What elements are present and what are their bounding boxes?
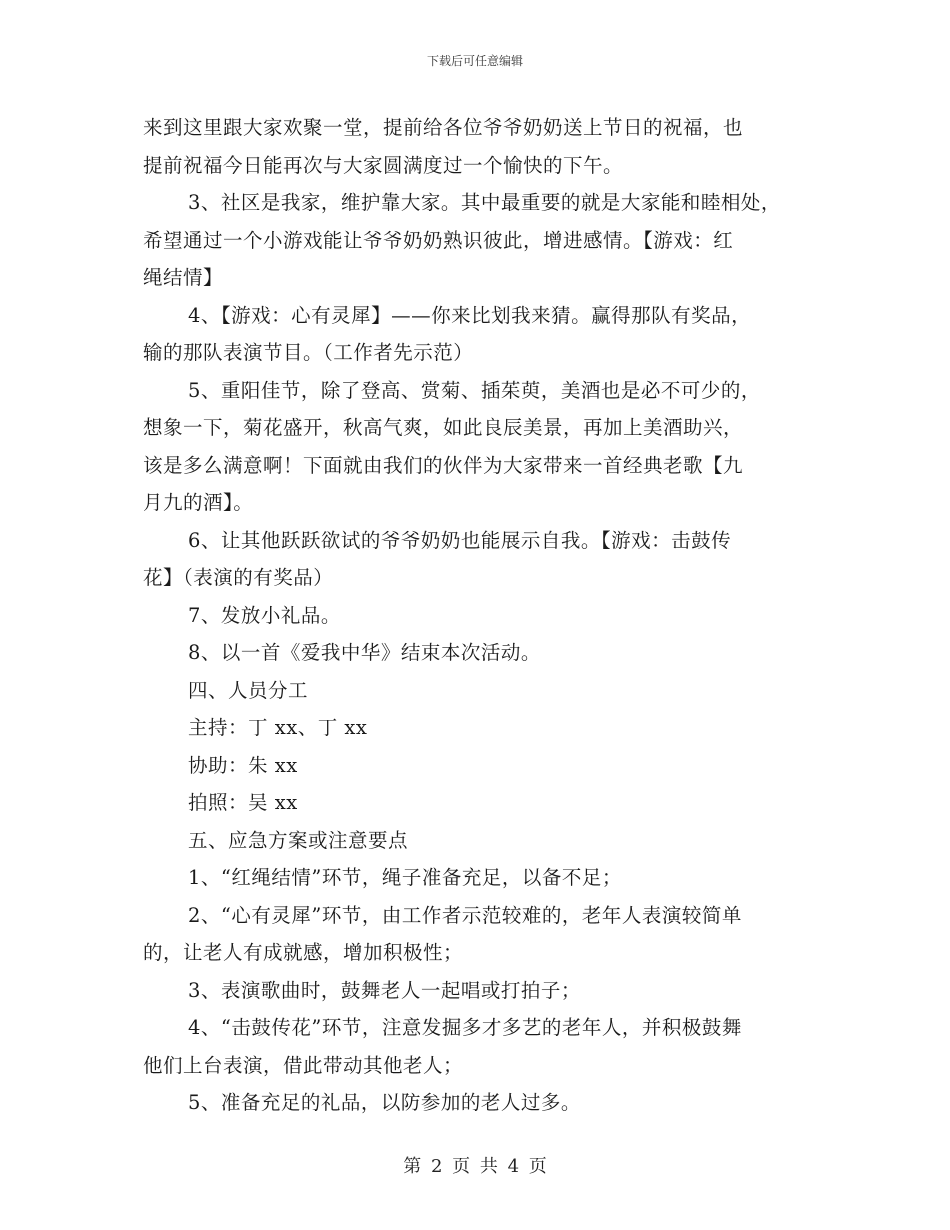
text-line: 6、让其他跃跃欲试的爷爷奶奶也能展示自我。【游戏：击鼓传 bbox=[188, 528, 732, 552]
text-line: 提前祝福今日能再次与大家圆满度过一个愉快的下午。 bbox=[143, 153, 624, 177]
page-header: 下载后可任意编辑 bbox=[426, 54, 523, 68]
section-heading: 五、应急方案或注意要点 bbox=[188, 828, 409, 852]
text-line: 他们上台表演，借此带动其他老人； bbox=[143, 1053, 464, 1077]
section-heading: 四、人员分工 bbox=[188, 678, 309, 702]
document-body bbox=[143, 109, 811, 1122]
text-line: 绳结情】 bbox=[143, 266, 224, 289]
text-line: 拍照：吴 xx bbox=[188, 791, 298, 814]
text-line: 想象一下，菊花盛开，秋高气爽，如此良辰美景，再加上美酒助兴， bbox=[143, 416, 744, 439]
page-number: 第 2 页 共 4 页 bbox=[403, 1156, 547, 1177]
text-line: 4、“击鼓传花”环节，注意发掘多才多艺的老年人，并积极鼓舞 bbox=[188, 1016, 742, 1039]
text-line: 主持：丁 xx、丁 xx bbox=[188, 716, 368, 739]
text-line: 该是多么满意啊！下面就由我们的伙伴为大家带来一首经典老歌【九 bbox=[143, 453, 744, 477]
text-line: 来到这里跟大家欢聚一堂，提前给各位爷爷奶奶送上节日的祝福，也 bbox=[143, 116, 744, 139]
text-line: 4、【游戏：心有灵犀】——你来比划我来猜。赢得那队有奖品， bbox=[188, 303, 752, 327]
text-line: 月九的酒】。 bbox=[143, 491, 254, 514]
text-line: 8、以一首《爱我中华》结束本次活动。 bbox=[188, 641, 541, 664]
text-line: 5、准备充足的礼品，以防参加的老人过多。 bbox=[188, 1091, 581, 1114]
text-line: 2、“心有灵犀”环节，由工作者示范较难的，老年人表演较简单 bbox=[188, 903, 742, 927]
text-line: 的，让老人有成就感，增加积极性； bbox=[143, 941, 464, 964]
text-line: 3、表演歌曲时，鼓舞老人一起唱或打拍子； bbox=[188, 978, 581, 1002]
text-line: 花】（表演的有奖品） bbox=[143, 566, 334, 589]
text-line: 1、“红绳结情”环节，绳子准备充足，以备不足； bbox=[188, 866, 622, 889]
text-line: 3、社区是我家，维护靠大家。其中最重要的就是大家能和睦相处， bbox=[188, 191, 781, 214]
text-line: 协助：朱 xx bbox=[188, 753, 298, 777]
text-line: 希望通过一个小游戏能让爷爷奶奶熟识彼此，增进感情。【游戏：红 bbox=[143, 228, 734, 252]
text-line: 7、发放小礼品。 bbox=[188, 603, 341, 627]
text-line: 输的那队表演节目。（工作者先示范） bbox=[143, 341, 474, 364]
text-line: 5、重阳佳节，除了登高、赏菊、插茱萸，美酒也是必不可少的， bbox=[188, 378, 761, 402]
